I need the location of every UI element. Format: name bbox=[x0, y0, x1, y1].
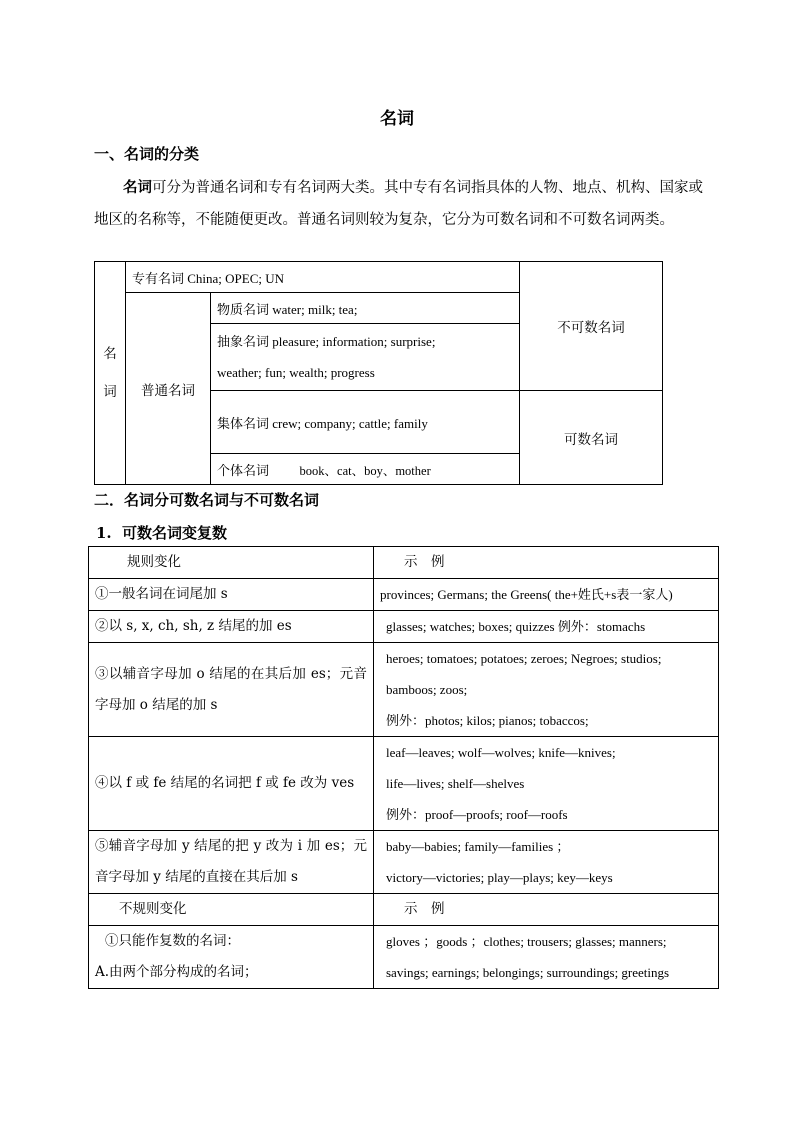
plural-rules-table bbox=[88, 546, 719, 989]
common-noun-cell: 普通名词 bbox=[126, 293, 211, 485]
irregular-rule-line: ①只能作复数的名词： bbox=[105, 933, 240, 949]
countable-cell: 可数名词 bbox=[520, 391, 663, 485]
subsection-number: 1. bbox=[96, 524, 112, 542]
example-cell bbox=[374, 831, 719, 894]
uncountable-cell: 不可数名词 bbox=[520, 262, 663, 391]
abstract-line-1: 抽象名词 pleasure; information; surprise; bbox=[217, 334, 436, 349]
subsection-heading bbox=[96, 522, 227, 543]
example-line: heroes; tomatoes; potatoes; zeroes; Negroes; studios; bbox=[386, 651, 662, 666]
example-header: 示 例 bbox=[374, 547, 719, 579]
example-line: 例外：photos; kilos; pianos; tobaccos; bbox=[386, 713, 589, 728]
example-line: savings; earnings; belongings; surroundings; greetings bbox=[386, 965, 670, 980]
table-row bbox=[89, 579, 719, 611]
abstract-line-2: weather; fun; wealth; progress bbox=[217, 365, 375, 380]
irregular-header: 不规则变化 bbox=[89, 894, 374, 926]
individual-noun-cell bbox=[211, 454, 520, 485]
example-line: leaf—leaves; wolf—wolves; knife—knives; bbox=[386, 745, 616, 760]
material-noun-cell: 物质名词 water; milk; tea; bbox=[211, 293, 520, 324]
table-row bbox=[89, 643, 719, 737]
example-line: baby—babies; family—families ； bbox=[386, 839, 570, 854]
rule-cell bbox=[89, 926, 374, 989]
table-row bbox=[89, 831, 719, 894]
example-cell bbox=[374, 643, 719, 737]
rule-header: 规则变化 bbox=[89, 547, 374, 579]
subsection-title: 可数名词变复数 bbox=[122, 524, 228, 542]
table-row bbox=[89, 926, 719, 989]
noun-root-cell bbox=[95, 262, 126, 485]
intro-text: 可分为普通名词和专有名词两大类。其中专有名词指具体的人物、地点、机构、国家或地区的名称等，不能随便更改。普通名词则较为复杂，它分为可数名词和不可数名词两类。 bbox=[94, 180, 703, 228]
table-row bbox=[89, 611, 719, 643]
example-cell: provinces; Germans; the Greens( the+姓氏+s表一家人) bbox=[374, 579, 719, 611]
section2-heading: 二．名词分可数名词与不可数名词 bbox=[94, 491, 320, 509]
example-line: bamboos; zoos; bbox=[386, 682, 468, 697]
rule-cell: ②以 s, x, ch, sh, z 结尾的加 es bbox=[89, 611, 374, 643]
example-cell: glasses; watches; boxes; quizzes 例外：stomachs bbox=[374, 611, 719, 643]
noun-classification-table bbox=[94, 261, 663, 485]
irregular-example-header: 示 例 bbox=[374, 894, 719, 926]
example-cell bbox=[374, 926, 719, 989]
noun-char-2: 词 bbox=[103, 384, 117, 400]
example-line: life—lives; shelf—shelves bbox=[386, 776, 525, 791]
noun-char-1: 名 bbox=[103, 346, 117, 362]
page-title: 名词 bbox=[380, 109, 414, 129]
example-cell bbox=[374, 737, 719, 831]
section-heading: 一、名词的分类 bbox=[94, 145, 200, 163]
proper-noun-cell: 专有名词 China; OPEC; UN bbox=[126, 262, 520, 293]
example-line: 例外：proof—proofs; roof—roofs bbox=[386, 807, 568, 822]
intro-paragraph bbox=[94, 172, 706, 236]
abstract-noun-cell bbox=[211, 324, 520, 391]
individual-examples: book、cat、boy、mother bbox=[299, 463, 431, 478]
rule-cell: ③以辅音字母加 o 结尾的在其后加 es；元音字母加 o 结尾的加 s bbox=[89, 643, 374, 737]
example-line: victory—victories; play—plays; key—keys bbox=[386, 870, 613, 885]
rule-cell: ⑤辅音字母加 y 结尾的把 y 改为 i 加 es；元音字母加 y 结尾的直接在其后加 s bbox=[89, 831, 374, 894]
keyword-noun: 名词 bbox=[123, 179, 152, 196]
irregular-rule-line: A.由两个部分构成的名词； bbox=[95, 964, 258, 980]
example-line: gloves ；goods ；clothes; trousers; glasses; manners; bbox=[386, 934, 667, 949]
individual-label: 个体名词 bbox=[217, 462, 270, 478]
rule-cell: ④以 f 或 fe 结尾的名词把 f 或 fe 改为 ves bbox=[89, 737, 374, 831]
collective-noun-cell: 集体名词 crew; company; cattle; family bbox=[211, 391, 520, 454]
table-row bbox=[89, 737, 719, 831]
rule-cell: ①一般名词在词尾加 s bbox=[89, 579, 374, 611]
